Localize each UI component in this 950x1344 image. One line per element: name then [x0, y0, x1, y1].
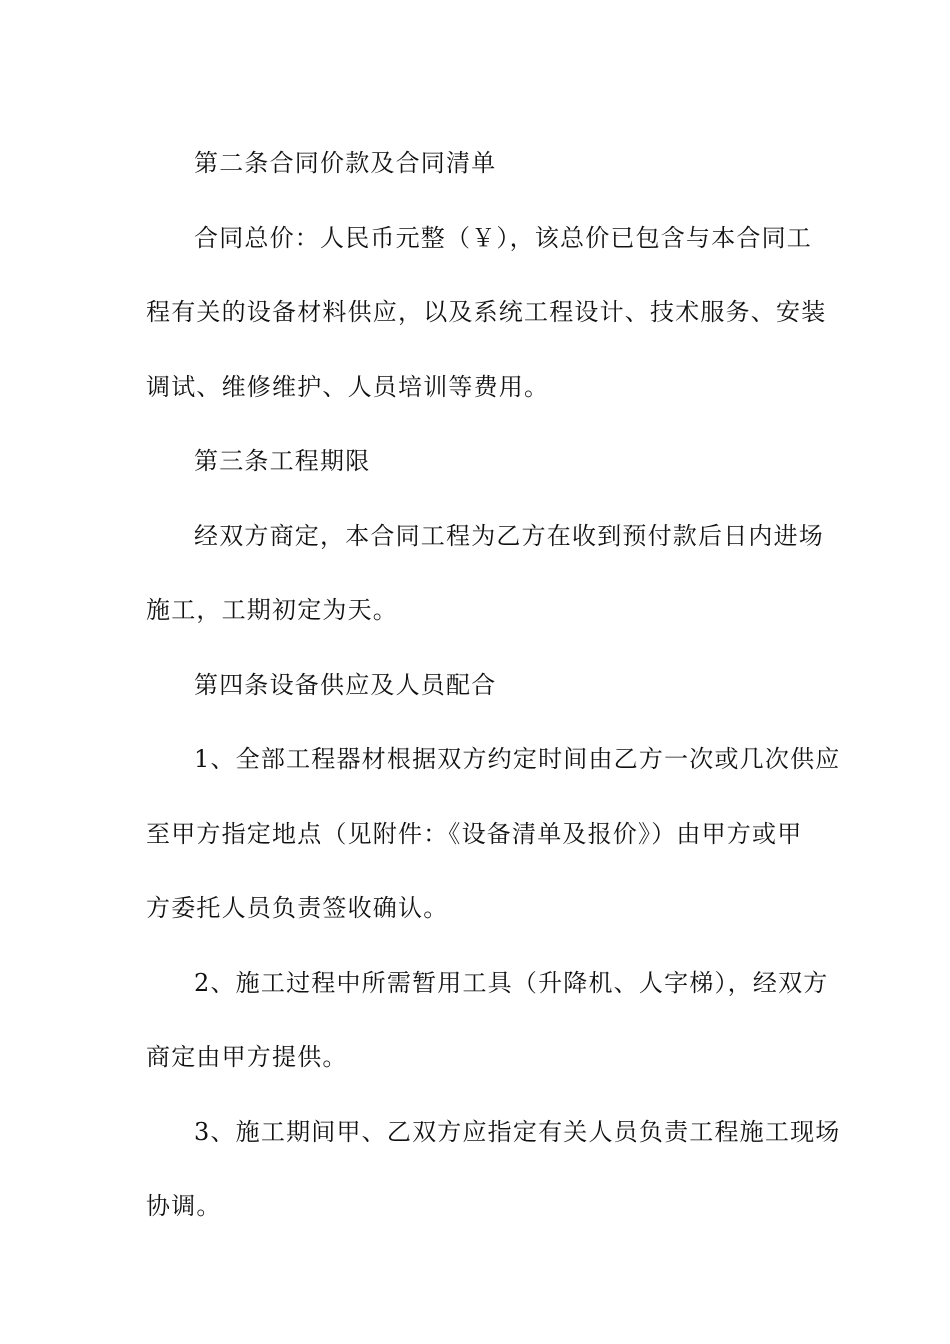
- equipment-supply-item-1: [146, 722, 841, 946]
- text-line: 2、施工过程中所需暂用工具（升降机、人字梯），经双方: [194, 968, 829, 997]
- document-body: [146, 126, 841, 1244]
- text-line: 合同总价：人民币元整（￥），该总价已包含与本合同工: [194, 223, 812, 252]
- text-line: 第二条合同价款及合同清单: [194, 149, 497, 177]
- equipment-supply-item-2: [146, 946, 829, 1095]
- contract-price-paragraph: [146, 201, 827, 425]
- text-line: 第三条工程期限: [194, 447, 371, 475]
- equipment-supply-item-3: [146, 1095, 841, 1244]
- text-line: 方委托人员负责签收确认。: [146, 894, 449, 922]
- text-line: 经双方商定，本合同工程为乙方在收到预付款后日内进场: [194, 521, 824, 550]
- text-line: 至甲方指定地点（见附件：《设备清单及报价》）由甲方或甲: [146, 819, 803, 848]
- clause-heading-4: [146, 648, 806, 723]
- text-line: 3、施工期间甲、乙双方应指定有关人员负责工程施工现场: [194, 1117, 841, 1146]
- text-line: 商定由甲方提供。: [146, 1043, 348, 1071]
- clause-heading-3: [146, 424, 806, 499]
- text-line: 调试、维修维护、人员培训等费用。: [146, 372, 550, 401]
- text-line: 协调。: [146, 1192, 222, 1220]
- text-line: 施工，工期初定为天。: [146, 596, 398, 624]
- clause-heading-2: [146, 126, 806, 201]
- text-line: 程有关的设备材料供应，以及系统工程设计、技术服务、安装: [146, 298, 827, 326]
- project-period-paragraph: [146, 499, 824, 648]
- text-line: 第四条设备供应及人员配合: [194, 670, 497, 699]
- text-line: 1、全部工程器材根据双方约定时间由乙方一次或几次供应: [194, 745, 841, 773]
